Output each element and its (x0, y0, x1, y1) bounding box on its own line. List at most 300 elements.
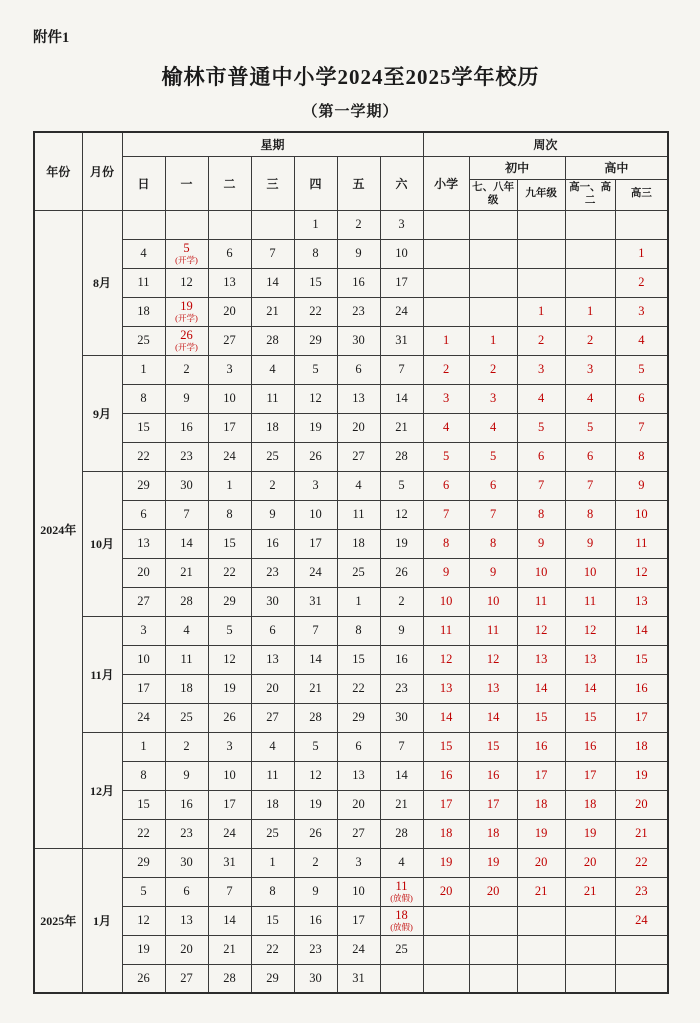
day-cell: 9 (165, 384, 208, 413)
week-number-cell: 4 (517, 384, 565, 413)
week-number-cell: 15 (423, 732, 469, 761)
day-cell: 20 (251, 674, 294, 703)
week-number-cell: 21 (517, 877, 565, 906)
week-number-cell: 5 (517, 413, 565, 442)
day-cell: 1 (122, 355, 165, 384)
day-cell: 30 (337, 326, 380, 355)
week-number-cell: 19 (615, 761, 668, 790)
day-cell: 4 (380, 848, 423, 877)
day-cell: 31 (337, 964, 380, 993)
week-number-cell: 7 (565, 471, 615, 500)
header-row-top (34, 132, 668, 156)
day-cell: 27 (251, 703, 294, 732)
week-number-cell: 11 (517, 587, 565, 616)
day-cell: 23 (165, 442, 208, 471)
day-cell: 5 (380, 471, 423, 500)
week-number-cell: 1 (615, 239, 668, 268)
day-cell: 25 (337, 558, 380, 587)
week-number-cell (565, 268, 615, 297)
week-number-cell: 14 (565, 674, 615, 703)
day-cell: 18 (337, 529, 380, 558)
calendar-row (34, 500, 668, 529)
header-primary-school: 小学 (423, 156, 469, 210)
week-number-cell: 5 (565, 413, 615, 442)
week-number-cell: 10 (565, 558, 615, 587)
day-cell: 14 (294, 645, 337, 674)
day-cell: 16 (337, 268, 380, 297)
year-label: 2024年 (34, 210, 82, 848)
week-number-cell: 14 (423, 703, 469, 732)
week-number-cell: 4 (469, 413, 517, 442)
day-cell: 4 (251, 355, 294, 384)
calendar-row (34, 877, 668, 906)
header-grade-10-11: 高一、高二 (565, 179, 615, 210)
day-cell: 24 (208, 442, 251, 471)
week-number-cell: 19 (517, 819, 565, 848)
week-number-cell: 14 (615, 616, 668, 645)
day-cell: 6 (337, 355, 380, 384)
calendar-row (34, 297, 668, 326)
week-number-cell: 19 (423, 848, 469, 877)
week-number-cell: 13 (423, 674, 469, 703)
week-number-cell: 3 (423, 384, 469, 413)
day-cell: 2 (165, 355, 208, 384)
day-cell (380, 877, 423, 906)
day-cell: 1 (294, 210, 337, 239)
day-cell: 5 (294, 732, 337, 761)
day-cell: 20 (122, 558, 165, 587)
week-number-cell: 11 (615, 529, 668, 558)
month-label: 10月 (82, 471, 122, 616)
special-day-note: (放假) (390, 892, 413, 903)
day-cell (165, 210, 208, 239)
header-day-sat: 六 (380, 156, 423, 210)
day-cell: 13 (251, 645, 294, 674)
day-cell: 19 (208, 674, 251, 703)
day-cell: 13 (337, 761, 380, 790)
day-cell (251, 210, 294, 239)
week-number-cell: 15 (469, 732, 517, 761)
week-number-cell: 17 (565, 761, 615, 790)
day-cell: 27 (337, 442, 380, 471)
week-number-cell (423, 906, 469, 935)
day-cell: 15 (337, 645, 380, 674)
day-cell: 27 (165, 964, 208, 993)
day-cell: 1 (337, 587, 380, 616)
day-cell: 23 (294, 935, 337, 964)
day-cell: 24 (294, 558, 337, 587)
week-number-cell: 9 (469, 558, 517, 587)
week-number-cell (423, 935, 469, 964)
day-cell: 4 (165, 616, 208, 645)
day-cell: 20 (337, 413, 380, 442)
day-cell: 23 (337, 297, 380, 326)
week-number-cell: 6 (565, 442, 615, 471)
day-cell: 11 (165, 645, 208, 674)
day-cell: 5 (208, 616, 251, 645)
header-month: 月份 (82, 132, 122, 210)
week-number-cell: 4 (423, 413, 469, 442)
day-cell: 31 (208, 848, 251, 877)
day-cell: 17 (294, 529, 337, 558)
week-number-cell: 2 (517, 326, 565, 355)
day-cell: 14 (380, 384, 423, 413)
header-day-thu: 四 (294, 156, 337, 210)
week-number-cell: 6 (423, 471, 469, 500)
week-number-cell: 5 (423, 442, 469, 471)
header-year: 年份 (34, 132, 82, 210)
day-cell: 23 (251, 558, 294, 587)
week-number-cell: 10 (469, 587, 517, 616)
day-cell: 23 (380, 674, 423, 703)
day-cell: 21 (251, 297, 294, 326)
week-number-cell: 18 (565, 790, 615, 819)
special-day-note: (开学) (175, 254, 198, 265)
day-cell: 26 (294, 819, 337, 848)
week-number-cell (423, 210, 469, 239)
day-cell: 25 (122, 326, 165, 355)
day-cell (208, 210, 251, 239)
calendar-row (34, 819, 668, 848)
day-cell: 17 (208, 413, 251, 442)
header-day-tue: 二 (208, 156, 251, 210)
month-label: 9月 (82, 355, 122, 471)
page-title: 榆林市普通中小学2024至2025学年校历 (161, 65, 540, 89)
calendar-row (34, 964, 668, 993)
week-number-cell: 10 (423, 587, 469, 616)
calendar-row (34, 674, 668, 703)
day-cell: 7 (294, 616, 337, 645)
week-number-cell: 17 (469, 790, 517, 819)
day-cell: 30 (380, 703, 423, 732)
week-number-cell: 13 (469, 674, 517, 703)
day-cell: 1 (208, 471, 251, 500)
day-cell (165, 297, 208, 326)
week-number-cell (469, 210, 517, 239)
day-cell: 9 (251, 500, 294, 529)
week-number-cell: 17 (423, 790, 469, 819)
header-week-number: 周次 (423, 132, 668, 156)
day-cell: 28 (251, 326, 294, 355)
week-number-cell (469, 297, 517, 326)
special-day-note: (开学) (175, 341, 198, 352)
day-cell: 3 (294, 471, 337, 500)
week-number-cell (565, 210, 615, 239)
week-number-cell (565, 239, 615, 268)
day-cell: 2 (337, 210, 380, 239)
day-cell: 12 (208, 645, 251, 674)
day-cell: 7 (251, 239, 294, 268)
week-number-cell: 9 (615, 471, 668, 500)
day-cell: 17 (122, 674, 165, 703)
day-cell: 24 (337, 935, 380, 964)
month-label: 11月 (82, 616, 122, 732)
week-number-cell: 16 (423, 761, 469, 790)
week-number-cell: 11 (423, 616, 469, 645)
day-cell: 31 (380, 326, 423, 355)
week-number-cell (469, 935, 517, 964)
day-cell: 24 (122, 703, 165, 732)
calendar-row (34, 239, 668, 268)
day-cell: 9 (165, 761, 208, 790)
week-number-cell: 2 (469, 355, 517, 384)
year-label: 2025年 (34, 848, 82, 993)
day-cell: 5 (122, 877, 165, 906)
week-number-cell (423, 964, 469, 993)
day-cell: 30 (251, 587, 294, 616)
day-cell: 10 (208, 761, 251, 790)
day-cell: 19 (122, 935, 165, 964)
week-number-cell (517, 964, 565, 993)
week-number-cell: 7 (517, 471, 565, 500)
day-cell: 10 (337, 877, 380, 906)
header-day-mon: 一 (165, 156, 208, 210)
day-cell: 20 (208, 297, 251, 326)
month-label: 8月 (82, 210, 122, 355)
day-cell: 8 (337, 616, 380, 645)
header-row-days (34, 156, 668, 179)
week-number-cell: 3 (615, 297, 668, 326)
day-cell: 20 (337, 790, 380, 819)
week-number-cell: 22 (615, 848, 668, 877)
week-number-cell: 3 (565, 355, 615, 384)
day-cell: 18 (165, 674, 208, 703)
week-number-cell: 21 (565, 877, 615, 906)
day-cell: 6 (251, 616, 294, 645)
week-number-cell: 12 (517, 616, 565, 645)
week-number-cell: 3 (517, 355, 565, 384)
week-number-cell: 17 (517, 761, 565, 790)
day-cell: 3 (208, 355, 251, 384)
day-cell (380, 964, 423, 993)
calendar-row (34, 210, 668, 239)
calendar-row (34, 558, 668, 587)
calendar-row (34, 268, 668, 297)
day-cell (122, 210, 165, 239)
day-cell: 17 (337, 906, 380, 935)
attachment-label: 附件1 (33, 30, 70, 46)
week-number-cell: 1 (517, 297, 565, 326)
week-number-cell: 7 (615, 413, 668, 442)
day-cell: 16 (165, 790, 208, 819)
week-number-cell: 10 (517, 558, 565, 587)
day-cell: 25 (251, 819, 294, 848)
week-number-cell: 3 (469, 384, 517, 413)
week-number-cell: 19 (469, 848, 517, 877)
day-cell: 14 (251, 268, 294, 297)
week-number-cell: 7 (423, 500, 469, 529)
day-cell: 27 (208, 326, 251, 355)
day-cell: 29 (337, 703, 380, 732)
week-number-cell: 16 (469, 761, 517, 790)
week-number-cell (615, 935, 668, 964)
day-cell: 4 (122, 239, 165, 268)
day-cell: 1 (251, 848, 294, 877)
day-cell: 26 (380, 558, 423, 587)
day-cell: 3 (122, 616, 165, 645)
week-number-cell: 4 (565, 384, 615, 413)
day-cell: 11 (251, 384, 294, 413)
week-number-cell: 12 (565, 616, 615, 645)
day-cell: 25 (251, 442, 294, 471)
week-number-cell: 18 (469, 819, 517, 848)
week-number-cell: 8 (517, 500, 565, 529)
day-cell: 8 (208, 500, 251, 529)
day-cell: 2 (251, 471, 294, 500)
day-cell: 1 (122, 732, 165, 761)
day-cell: 28 (208, 964, 251, 993)
calendar-row (34, 529, 668, 558)
day-cell: 4 (251, 732, 294, 761)
week-number-cell: 2 (565, 326, 615, 355)
header-grade-9: 九年级 (517, 179, 565, 210)
header-week: 星期 (122, 132, 423, 156)
day-cell: 12 (122, 906, 165, 935)
day-cell: 22 (337, 674, 380, 703)
week-number-cell: 16 (615, 674, 668, 703)
calendar-row (34, 442, 668, 471)
day-cell: 26 (208, 703, 251, 732)
week-number-cell: 17 (615, 703, 668, 732)
day-cell: 16 (380, 645, 423, 674)
calendar-table (33, 131, 669, 994)
day-cell: 29 (251, 964, 294, 993)
week-number-cell (423, 268, 469, 297)
week-number-cell: 2 (615, 268, 668, 297)
week-number-cell: 21 (615, 819, 668, 848)
day-cell: 9 (294, 877, 337, 906)
week-number-cell: 9 (565, 529, 615, 558)
week-number-cell: 1 (565, 297, 615, 326)
day-cell: 17 (208, 790, 251, 819)
day-cell: 26 (294, 442, 337, 471)
day-cell: 11 (337, 500, 380, 529)
day-cell: 14 (380, 761, 423, 790)
calendar-row (34, 935, 668, 964)
day-cell: 8 (251, 877, 294, 906)
week-number-cell (565, 964, 615, 993)
day-cell: 13 (165, 906, 208, 935)
week-number-cell (517, 239, 565, 268)
week-number-cell: 16 (565, 732, 615, 761)
calendar-row (34, 645, 668, 674)
week-number-cell: 4 (615, 326, 668, 355)
week-number-cell: 12 (423, 645, 469, 674)
day-cell: 10 (294, 500, 337, 529)
week-number-cell (565, 935, 615, 964)
week-number-cell: 6 (517, 442, 565, 471)
week-number-cell (517, 268, 565, 297)
day-cell: 10 (122, 645, 165, 674)
day-cell: 2 (165, 732, 208, 761)
day-cell: 28 (294, 703, 337, 732)
day-cell: 22 (294, 297, 337, 326)
week-number-cell: 11 (469, 616, 517, 645)
calendar-row (34, 906, 668, 935)
special-day-number: 11 (395, 879, 408, 894)
day-cell: 9 (380, 616, 423, 645)
calendar-row (34, 761, 668, 790)
week-number-cell: 8 (615, 442, 668, 471)
week-number-cell (423, 239, 469, 268)
day-cell: 6 (122, 500, 165, 529)
week-number-cell: 1 (469, 326, 517, 355)
week-number-cell: 24 (615, 906, 668, 935)
day-cell: 21 (294, 674, 337, 703)
day-cell: 3 (337, 848, 380, 877)
calendar-row (34, 732, 668, 761)
week-number-cell (615, 210, 668, 239)
special-day-number: 18 (395, 908, 408, 923)
day-cell: 2 (380, 587, 423, 616)
week-number-cell (517, 935, 565, 964)
month-label: 12月 (82, 732, 122, 848)
week-number-cell: 9 (423, 558, 469, 587)
month-label: 1月 (82, 848, 122, 993)
week-number-cell: 14 (469, 703, 517, 732)
week-number-cell: 8 (423, 529, 469, 558)
header-grade-7-8: 七、八年级 (469, 179, 517, 210)
special-day-number: 19 (180, 299, 193, 314)
day-cell: 28 (380, 442, 423, 471)
day-cell: 30 (165, 471, 208, 500)
calendar-row (34, 703, 668, 732)
day-cell: 11 (122, 268, 165, 297)
day-cell: 3 (208, 732, 251, 761)
day-cell: 3 (380, 210, 423, 239)
day-cell: 26 (122, 964, 165, 993)
week-number-cell: 6 (615, 384, 668, 413)
day-cell: 13 (122, 529, 165, 558)
day-cell: 15 (122, 790, 165, 819)
special-day-note: (开学) (175, 312, 198, 323)
week-number-cell: 6 (469, 471, 517, 500)
day-cell (380, 906, 423, 935)
day-cell: 27 (337, 819, 380, 848)
calendar-row (34, 848, 668, 877)
week-number-cell: 9 (517, 529, 565, 558)
week-number-cell: 12 (615, 558, 668, 587)
day-cell: 28 (380, 819, 423, 848)
day-cell: 29 (208, 587, 251, 616)
week-number-cell: 16 (517, 732, 565, 761)
day-cell: 19 (294, 790, 337, 819)
week-number-cell: 5 (615, 355, 668, 384)
week-number-cell: 13 (615, 587, 668, 616)
week-number-cell (615, 964, 668, 993)
week-number-cell (469, 268, 517, 297)
week-number-cell: 23 (615, 877, 668, 906)
page-subtitle: （第一学期） (302, 104, 399, 120)
day-cell (165, 326, 208, 355)
day-cell: 7 (380, 732, 423, 761)
week-number-cell: 20 (423, 877, 469, 906)
day-cell: 30 (294, 964, 337, 993)
special-day-note: (放假) (390, 921, 413, 932)
day-cell: 14 (208, 906, 251, 935)
day-cell: 15 (294, 268, 337, 297)
header-day-sun: 日 (122, 156, 165, 210)
day-cell: 25 (380, 935, 423, 964)
day-cell: 21 (165, 558, 208, 587)
header-day-wed: 三 (251, 156, 294, 210)
day-cell: 22 (251, 935, 294, 964)
header-junior-high: 初中 (469, 156, 565, 179)
week-number-cell: 10 (615, 500, 668, 529)
day-cell (165, 239, 208, 268)
calendar-row (34, 790, 668, 819)
week-number-cell: 20 (615, 790, 668, 819)
